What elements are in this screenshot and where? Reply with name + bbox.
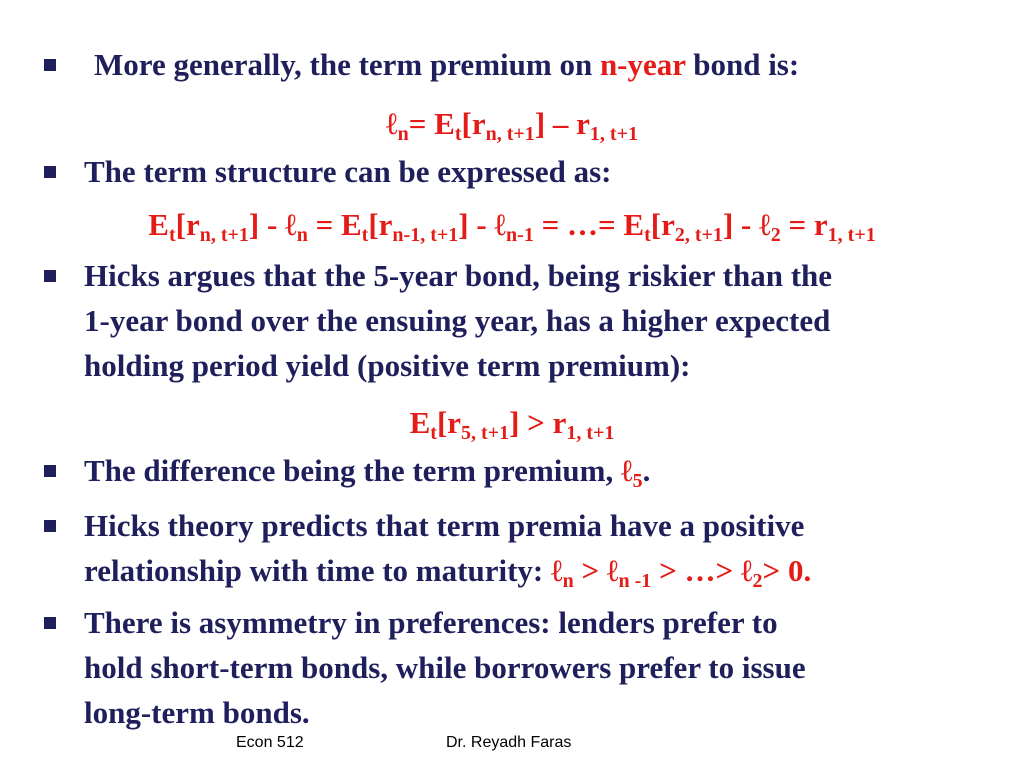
highlight-ell-5: ℓ$_5$ (620, 453, 643, 492)
bullet-text-line: There is asymmetry in preferences: lenders prefer to (84, 605, 778, 640)
bullet-text-line: holding period yield (positive term premium): (84, 348, 691, 383)
bullet-text-line: long-term bonds. (84, 695, 310, 730)
formula-term-structure: $E_t[r_{n, t+1}]$ - ℓ$_n$ = $E_t[r_{n-1, t+1}]$ - ℓ$_{n-1}$ = …= $E_t[r_{2, t+1}]$ - ℓ$_2$ = $r_{1, t+1}$ (148, 207, 876, 246)
bullet-text-line: hold short-term bonds, while borrowers prefer to issue (84, 650, 806, 685)
footer-course: Econ 512 (236, 734, 304, 751)
formula-hicks-inequality: $E_t[r_{5, t+1}] > r_{1, t+1}$ (409, 405, 615, 444)
bullet-text-segment: More generally, the term premium on (94, 47, 600, 82)
bullet-text-line: relationship with time to maturity: ℓ$_n$ > ℓ$_{n -1}$ > …> ℓ$_2$> 0. (84, 553, 812, 592)
bullet-text-segment: bond is: (685, 47, 800, 82)
bullet-text: The difference being the term premium, ℓ$_5$. (84, 453, 651, 492)
footer-author: Dr. Reyadh Faras (446, 734, 572, 751)
highlight-n-year: n-year (599, 47, 686, 82)
bullet-text-line: Hicks theory predicts that term premia have a positive (84, 508, 805, 543)
bullet-square-icon (44, 270, 56, 282)
formula-term-premium: ℓ$_n$= $E_t[r_{n, t+1}] - r_{1, t+1}$ (386, 106, 638, 145)
bullet-text-line: Hicks argues that the 5-year bond, being riskier than the (84, 258, 833, 293)
bullet-square-icon (44, 59, 56, 71)
bullet-text (94, 42, 988, 87)
formula-premia-ordering: ℓ$_n$ > ℓ$_{n -1}$ > …> ℓ$_2$> 0. (550, 553, 812, 592)
bullet-text: The term structure can be expressed as: (84, 154, 612, 189)
bullet-square-icon (44, 465, 56, 477)
bullet-text-line: 1-year bond over the ensuing year, has a higher expected (84, 303, 831, 338)
bullet-square-icon (44, 617, 56, 629)
bullet-square-icon (44, 166, 56, 178)
bullet-square-icon (44, 520, 56, 532)
